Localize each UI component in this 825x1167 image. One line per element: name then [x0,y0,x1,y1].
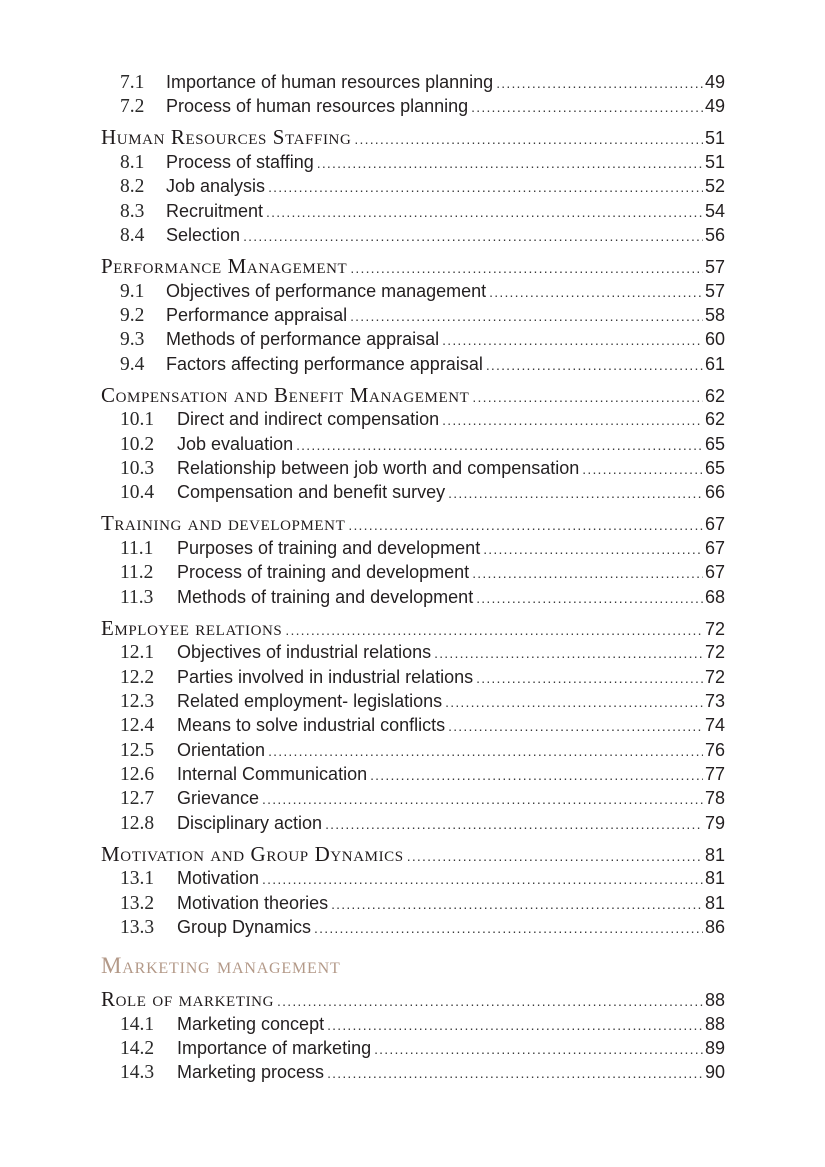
page-number: 78 [704,788,725,809]
dot-leader [476,586,703,610]
page-number: 81 [704,868,725,889]
dot-leader [445,690,703,714]
section-number: 12.7 [120,788,155,810]
page-number: 57 [704,256,725,277]
section-title: Process of training and development [177,562,470,583]
toc-entry-8-2[interactable] [101,174,725,198]
page-number: 88 [704,1013,725,1034]
dot-leader [285,618,703,642]
section-number: 9.2 [120,304,145,326]
section-number: 12.2 [120,666,155,688]
toc-entry-13-1[interactable] [101,866,725,890]
dot-leader [374,1037,703,1061]
page-number: 49 [704,72,725,92]
section-number: 12.1 [120,642,155,664]
toc-entry-12-7[interactable] [101,786,725,810]
toc-chapter-human-resources-staffing[interactable] [101,125,725,150]
section-number: 7.1 [120,72,145,93]
toc-entry-12-8[interactable] [101,811,725,835]
section-title: Parties involved in industrial relations [177,666,474,687]
section-title: Purposes of training and development [177,537,481,558]
section-number: 11.1 [120,537,154,559]
toc-chapter-training-and-development[interactable] [101,511,725,536]
section-number: 10.2 [120,433,155,455]
section-title: Marketing process [177,1062,325,1083]
dot-leader [434,641,703,665]
dot-leader [472,385,703,409]
section-title: Grievance [177,788,260,809]
section-title: Objectives of industrial relations [177,642,432,663]
dot-leader [327,1061,703,1085]
dot-leader [354,127,703,151]
page-number: 51 [704,151,725,172]
section-number: 10.1 [120,409,155,431]
toc-chapter-compensation-and-benefit-management[interactable] [101,383,725,408]
dot-leader [442,408,703,432]
section-title: Means to solve industrial conflicts [177,715,446,736]
section-title: Compensation and benefit survey [177,482,446,503]
dot-leader [317,151,703,175]
page-number: 72 [704,618,725,639]
section-number: 8.2 [120,176,145,198]
dot-leader [476,666,703,690]
section-number: 12.4 [120,715,155,737]
section-number: 11.2 [120,562,154,584]
section-number: 13.2 [120,892,155,914]
section-number: 7.2 [120,96,145,118]
dot-leader [442,328,703,352]
section-title: Importance of marketing [177,1037,372,1058]
dot-leader [350,256,703,280]
dot-leader [314,916,703,940]
page-number: 65 [704,457,725,478]
page-number: 73 [704,690,725,711]
page-number: 56 [704,225,725,246]
section-title: Job evaluation [177,433,294,454]
page-number: 77 [704,764,725,785]
toc-chapter-performance-management[interactable] [101,254,725,279]
section-title: Performance appraisal [166,304,348,325]
dot-leader [268,739,703,763]
section-number: 13.3 [120,917,155,939]
toc-entry-11-1[interactable] [101,536,725,560]
section-title: Process of human resources planning [166,96,469,117]
page-number: 89 [704,1037,725,1058]
chapter-title: Compensation and Benefit Management [101,382,470,407]
page-number: 88 [704,990,725,1010]
page-number: 62 [704,385,725,406]
page-number: 72 [704,666,725,687]
dot-leader [262,787,703,811]
chapter-title: Human Resources Staffing [101,125,352,150]
section-title: Motivation theories [177,892,329,913]
page-number: 49 [704,96,725,117]
section-number: 9.1 [120,280,145,302]
page-number: 86 [704,917,725,938]
toc-entry-14-3[interactable] [101,1060,725,1084]
toc-entry-14-2[interactable] [101,1036,725,1060]
toc-entry-13-2[interactable] [101,891,725,915]
section-number: 12.3 [120,690,155,712]
dot-leader [266,200,703,224]
page-number: 81 [704,844,725,865]
section-number: 8.1 [120,151,145,173]
page-number: 54 [704,200,725,221]
page-number: 72 [704,642,725,663]
page-number: 61 [704,353,725,374]
dot-leader [262,867,703,891]
page-number: 67 [704,514,725,535]
page-number: 57 [704,280,725,301]
section-title: Importance of human resources planning [166,72,494,92]
page-number: 62 [704,409,725,430]
dot-leader [370,763,703,787]
dot-leader [268,175,703,199]
dot-leader [243,224,703,248]
section-number: 12.6 [120,764,155,786]
toc-entry-13-3[interactable] [101,915,725,939]
dot-leader [331,892,703,916]
page-number: 60 [704,329,725,350]
page-number: 68 [704,586,725,607]
section-number: 13.1 [120,868,155,890]
page-number: 65 [704,433,725,454]
dot-leader [277,989,703,1013]
toc-entry-10-4[interactable] [101,480,725,504]
dot-leader [486,353,703,377]
part-heading-marketing-management: Marketing management [101,952,341,978]
section-title: Relationship between job worth and compensation [177,457,580,478]
section-number: 9.3 [120,329,145,351]
section-number: 14.1 [120,1013,155,1035]
section-title: Marketing concept [177,1013,325,1034]
toc-entry-10-1[interactable] [101,407,725,431]
section-title: Direct and indirect compensation [177,409,440,430]
section-title: Related employment- legislations [177,690,443,711]
chapter-title: Role of marketing [101,987,275,1011]
page-number: 90 [704,1062,725,1083]
toc-entry-12-5[interactable] [101,738,725,762]
page-number: 66 [704,482,725,503]
section-title: Orientation [177,739,266,760]
toc-entry-7-1[interactable] [101,70,725,94]
page-number: 51 [704,128,725,149]
dot-leader [350,304,703,328]
toc-entry-8-1[interactable] [101,150,725,174]
toc-entry-9-3[interactable] [101,327,725,351]
chapter-title: Training and development [101,511,346,536]
toc-entry-10-3[interactable] [101,456,725,480]
chapter-title: Performance Management [101,253,348,278]
toc-entry-9-1[interactable] [101,279,725,303]
dot-leader [348,513,703,537]
dot-leader [448,714,703,738]
dot-leader [448,481,703,505]
section-number: 10.4 [120,482,155,504]
toc-entry-8-4[interactable] [101,223,725,247]
section-title: Methods of performance appraisal [166,329,440,350]
toc-entry-7-2[interactable] [101,94,725,118]
section-number: 14.3 [120,1062,155,1084]
dot-leader [582,457,703,481]
section-title: Factors affecting performance appraisal [166,353,483,374]
toc-entry-11-3[interactable] [101,585,725,609]
section-number: 10.3 [120,457,155,479]
section-title: Internal Communication [177,764,368,785]
dot-leader [471,95,703,119]
table-of-contents [101,70,725,1085]
chapter-title: Motivation and Group Dynamics [101,841,404,866]
section-number: 9.4 [120,353,145,375]
section-title: Job analysis [166,176,266,197]
page-number: 67 [704,537,725,558]
toc-entry-11-2[interactable] [101,560,725,584]
toc-entry-12-3[interactable] [101,689,725,713]
dot-leader [472,561,703,585]
dot-leader [489,280,703,304]
section-number: 14.2 [120,1037,155,1059]
dot-leader [496,71,703,95]
page-number: 52 [704,176,725,197]
section-number: 8.3 [120,200,145,222]
toc-entry-14-1[interactable] [101,1012,725,1036]
section-title: Objectives of performance management [166,280,487,301]
dot-leader [296,433,703,457]
toc-chapter-role-of-marketing[interactable] [101,987,725,1012]
section-title: Methods of training and development [177,586,474,607]
dot-leader [325,812,703,836]
toc-chapter-motivation-and-group-dynamics[interactable] [101,842,725,867]
dot-leader [407,844,703,868]
toc-entry-10-2[interactable] [101,432,725,456]
page-number: 79 [704,812,725,833]
page-number: 74 [704,715,725,736]
toc-entry-12-4[interactable] [101,713,725,737]
toc-entry-8-3[interactable] [101,199,725,223]
page-number: 81 [704,892,725,913]
toc-entry-12-6[interactable] [101,762,725,786]
toc-entry-12-1[interactable] [101,640,725,664]
section-number: 8.4 [120,225,145,247]
page-number: 67 [704,562,725,583]
dot-leader [327,1013,703,1037]
section-number: 11.3 [120,586,154,608]
chapter-title: Employee relations [101,615,283,640]
dot-leader [483,537,703,561]
toc-entry-12-2[interactable] [101,665,725,689]
section-title: Recruitment [166,200,264,221]
page-number: 76 [704,739,725,760]
toc-chapter-employee-relations[interactable] [101,616,725,641]
section-number: 12.8 [120,812,155,834]
section-title: Group Dynamics [177,917,312,938]
section-title: Disciplinary action [177,812,323,833]
section-title: Process of staffing [166,151,314,172]
toc-entry-9-2[interactable] [101,303,725,327]
section-title: Motivation [177,868,260,889]
page-number: 58 [704,304,725,325]
toc-entry-9-4[interactable] [101,352,725,376]
section-title: Selection [166,225,241,246]
section-number: 12.5 [120,739,155,761]
